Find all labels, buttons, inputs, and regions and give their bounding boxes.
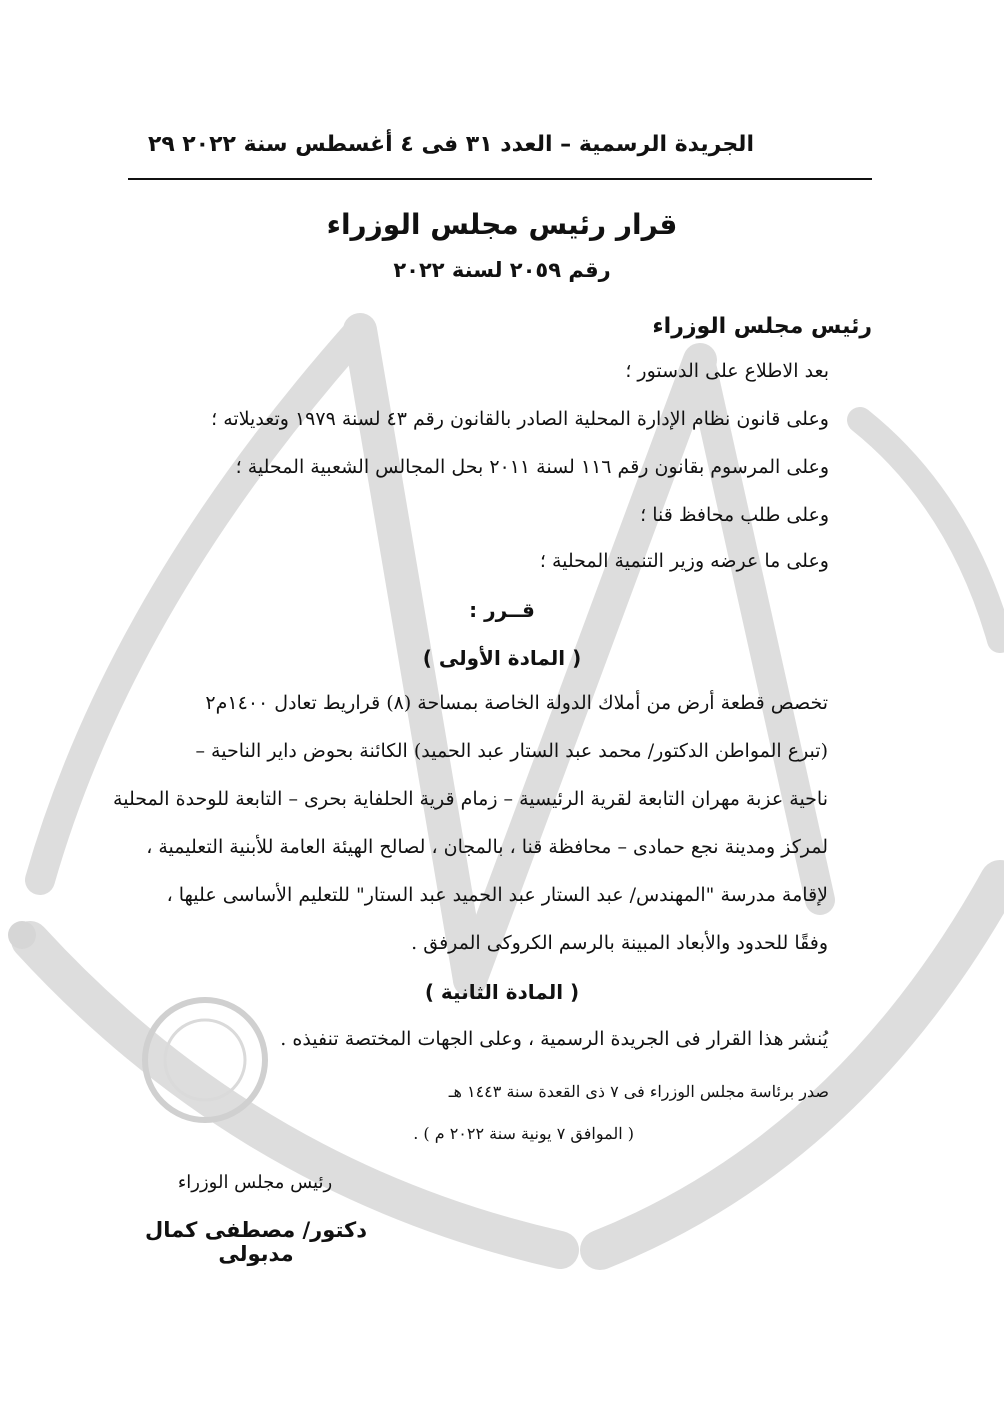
recital-line: بعد الاطلاع على الدستور ؛: [625, 360, 829, 382]
recital-line: وعلى المرسوم بقانون رقم ١١٦ لسنة ٢٠١١ بحل المجالس الشعبية المحلية ؛: [235, 456, 829, 478]
decided-heading: قــرر :: [469, 598, 535, 622]
recital-line: وعلى طلب محافظ قنا ؛: [640, 504, 829, 526]
decree-title: قرار رئيس مجلس الوزراء: [326, 208, 678, 241]
header-rule: [128, 178, 872, 180]
signatory-name: دكتور/ مصطفى كمال مدبولى: [144, 1218, 368, 1266]
article-1-line: (تبرع المواطن الدكتور/ محمد عبد الستار عبد الحميد) الكائنة بحوض داير الناحية –: [195, 740, 828, 762]
page-number: ٢٩: [148, 132, 175, 157]
running-header: الجريدة الرسمية – العدد ٣١ فى ٤ أغسطس سنة ٢٠٢٢: [182, 132, 754, 157]
decree-number: رقم ٢٠٥٩ لسنة ٢٠٢٢: [393, 258, 611, 282]
signatory-title: رئيس مجلس الوزراء: [177, 1172, 333, 1193]
article-1-line: تخصص قطعة أرض من أملاك الدولة الخاصة بمساحة (٨) قراريط تعادل ١٤٠٠م٢: [205, 692, 828, 714]
issuance-date-gregorian: ( الموافق ٧ يونية سنة ٢٠٢٢ م ) .: [413, 1124, 634, 1143]
article-1-heading: ( المادة الأولى ): [422, 646, 582, 670]
article-1-line: لإقامة مدرسة "المهندس/ عبد الستار عبد الحميد عبد الستار" للتعليم الأساسى عليها ،: [166, 884, 828, 906]
recital-line: وعلى قانون نظام الإدارة المحلية الصادر بالقانون رقم ٤٣ لسنة ١٩٧٩ وتعديلاته ؛: [211, 408, 829, 430]
article-1-line: لمركز ومدينة نجع حمادى – محافظة قنا ، بالمجان ، لصالح الهيئة العامة للأبنية التعليمية ،: [146, 836, 828, 858]
issuer-heading: رئيس مجلس الوزراء: [652, 314, 872, 339]
issuance-date-hijri: صدر برئاسة مجلس الوزراء فى ٧ ذى القعدة سنة ١٤٤٣ هـ: [448, 1082, 829, 1101]
article-2-heading: ( المادة الثانية ): [424, 980, 580, 1004]
article-1-line: وفقًا للحدود والأبعاد المبينة بالرسم الكروكى المرفق .: [411, 932, 828, 954]
article-1-line: ناحية عزبة مهران التابعة لقرية الرئيسية – زمام قرية الحلفاية بحرى – التابعة للوحدة المحلية: [113, 788, 828, 810]
article-2-line: يُنشر هذا القرار فى الجريدة الرسمية ، وعلى الجهات المختصة تنفيذه .: [280, 1028, 828, 1050]
recital-line: وعلى ما عرضه وزير التنمية المحلية ؛: [539, 550, 829, 572]
